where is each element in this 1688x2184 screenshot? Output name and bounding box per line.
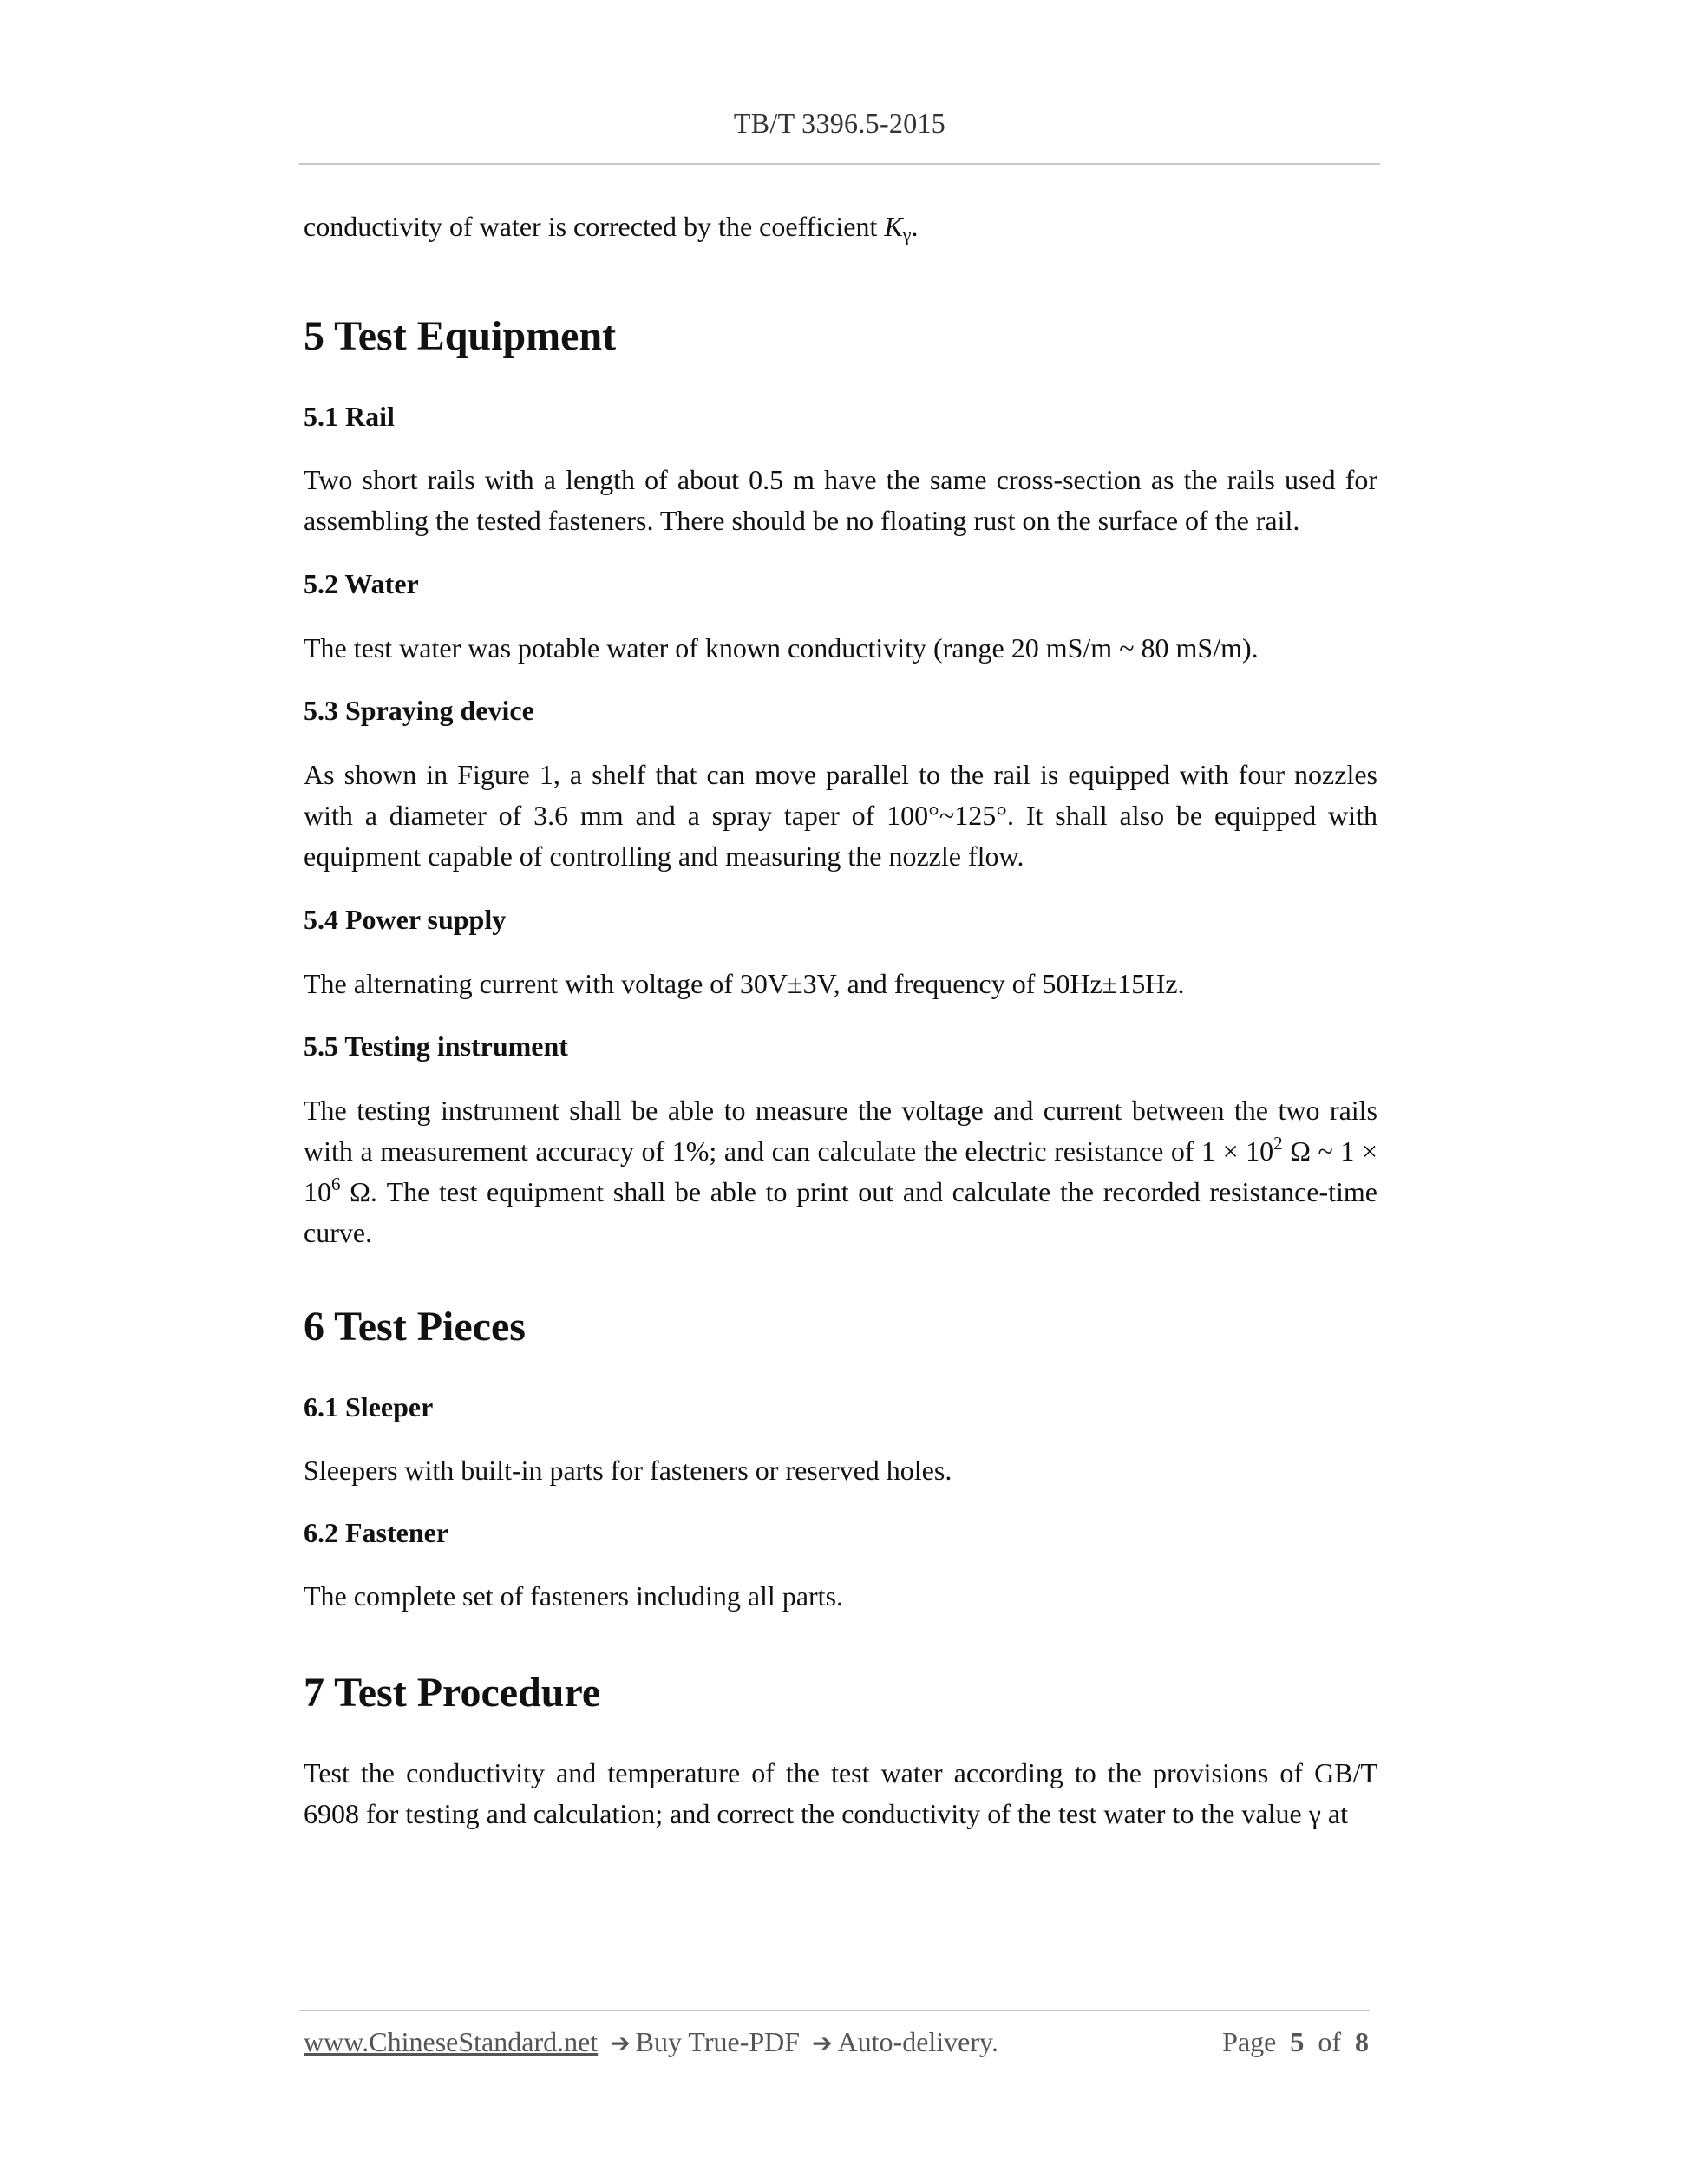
section-7-text: Test the conductivity and temperature of the test water according to the provisions of GB/T 6908 for testing and calculation; and correct the conductivity of the test water to the value γ at [304, 1757, 1377, 1829]
section-5-heading: 5 Test Equipment [304, 313, 617, 359]
section-5-4-heading: 5.4 Power supply [304, 904, 507, 935]
arrow-right-icon: ➔ [610, 2029, 631, 2057]
page-footer [304, 2026, 1369, 2064]
document-body [304, 206, 1377, 1834]
of-label: of [1318, 2026, 1341, 2057]
coefficient-symbol: K [884, 211, 903, 242]
section-5-1-text: Two short rails with a length of about 0.5 m have the same cross-section as the rails used for assembling the tested fasteners. There should be no floating rust on the surface of the rail. [304, 464, 1377, 536]
arrow-right-icon: ➔ [812, 2029, 833, 2057]
section-6-2-text: The complete set of fasteners including all parts. [304, 1580, 844, 1612]
current-page-number: 5 [1290, 2026, 1305, 2057]
section-5-4-text: The alternating current with voltage of 30V±3V, and frequency of 50Hz±15Hz. [304, 968, 1185, 999]
section-6-1-text: Sleepers with built-in parts for fasteners or reserved holes. [304, 1455, 952, 1486]
section-7-heading: 7 Test Procedure [304, 1670, 601, 1716]
running-header: TB/T 3396.5-2015 [733, 108, 946, 139]
intro-paragraph [304, 206, 1377, 255]
section-5-2-heading: 5.2 Water [304, 568, 419, 599]
website-link[interactable]: www.ChineseStandard.net [304, 2026, 599, 2057]
section-6-heading: 6 Test Pieces [304, 1304, 526, 1350]
section-5-5-text-b: Ω ~ 1 × 10 [304, 1135, 1378, 1207]
section-5-5-text-c: Ω. The test equipment shall be able to print out and calculate the recorded resistance-time curve. [304, 1176, 1377, 1248]
section-5-5-text-a: The testing instrument shall be able to measure the voltage and current between the two rails with a measurement accuracy of 1%; and can calculate the electric resistance of 1 × 10 [304, 1095, 1377, 1167]
section-5-5-text [304, 1090, 1377, 1253]
exponent-6: 6 [331, 1174, 341, 1194]
section-6-2-heading: 6.2 Fastener [304, 1517, 449, 1548]
intro-end: . [911, 211, 919, 242]
exponent-2: 2 [1273, 1133, 1283, 1154]
auto-delivery-text: Auto-delivery. [837, 2026, 998, 2057]
page-label: Page [1222, 2026, 1277, 2057]
footer-divider [299, 2010, 1370, 2011]
coefficient-subscript: γ [902, 224, 912, 245]
buy-pdf-text: Buy True-PDF [635, 2026, 801, 2057]
page-indicator [1222, 2026, 1369, 2058]
footer-links [304, 2026, 998, 2058]
section-6-1-heading: 6.1 Sleeper [304, 1391, 434, 1422]
total-page-count: 8 [1355, 2026, 1369, 2057]
section-5-3-text: As shown in Figure 1, a shelf that can move parallel to the rail is equipped with four nozzles with a diameter of 3.6 mm and a spray taper of 100°~125°. It shall also be equipped with equipment capable of controlling and measuring the nozzle flow. [304, 759, 1377, 872]
intro-text: conductivity of water is corrected by the coefficient [304, 211, 885, 242]
section-5-2-text: The test water was potable water of known conductivity (range 20 mS/m ~ 80 mS/m). [304, 632, 1259, 664]
section-5-3-heading: 5.3 Spraying device [304, 695, 534, 726]
section-5-1-heading: 5.1 Rail [304, 401, 395, 432]
section-5-5-heading: 5.5 Testing instrument [304, 1030, 568, 1062]
header-divider [299, 163, 1380, 165]
